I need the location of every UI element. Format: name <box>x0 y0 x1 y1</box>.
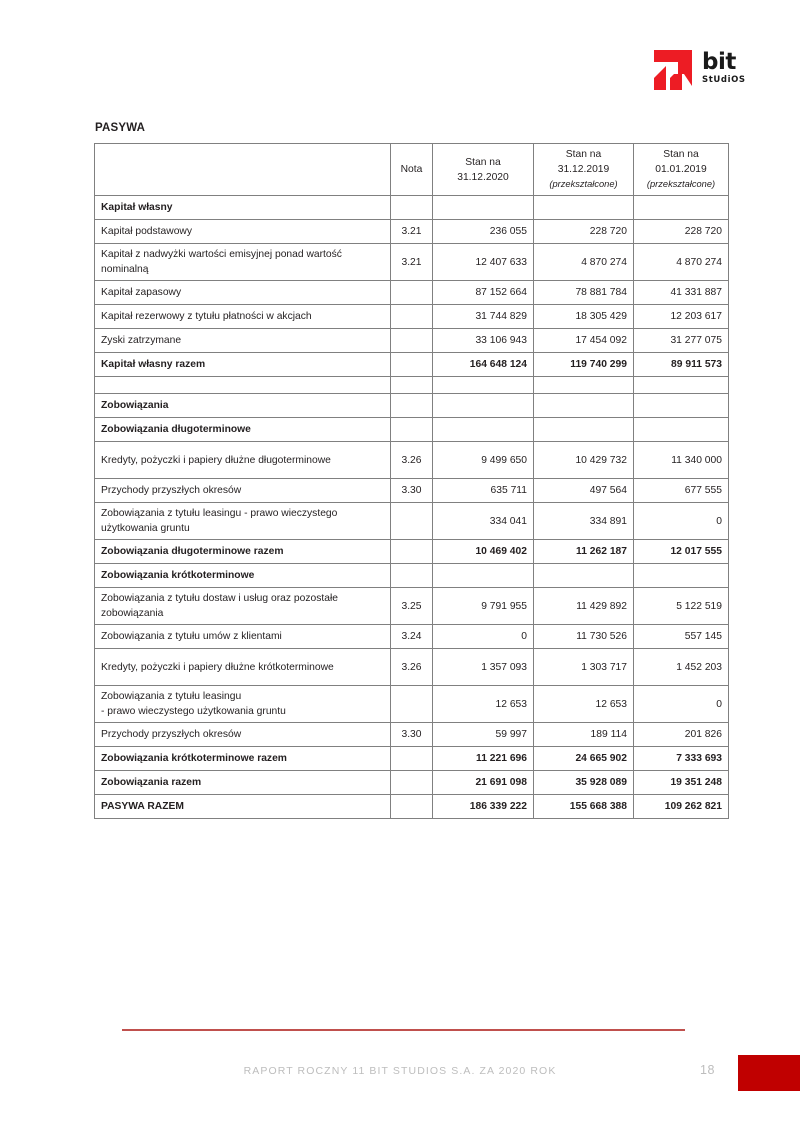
column-header-2019-dec <box>534 144 634 196</box>
table-row <box>95 564 729 588</box>
row-value-2020: 1 357 093 <box>433 649 534 686</box>
row-value-2019-jan <box>634 394 729 418</box>
row-value-2019-dec: 11 429 892 <box>534 588 634 625</box>
row-nota <box>391 281 433 305</box>
table-row <box>95 771 729 795</box>
row-label: Kredyty, pożyczki i papiery dłużne długoterminowe <box>95 442 391 479</box>
row-value-2019-jan <box>634 377 729 394</box>
row-value-2020: 11 221 696 <box>433 747 534 771</box>
eleven-bit-mark-icon <box>652 48 698 92</box>
row-value-2019-dec: 11 730 526 <box>534 625 634 649</box>
logo-wordmark <box>702 51 748 93</box>
row-value-2019-jan: 109 262 821 <box>634 795 729 819</box>
row-value-2020: 12 653 <box>433 686 534 723</box>
row-value-2019-jan: 0 <box>634 503 729 540</box>
row-label: Kapitał z nadwyżki wartości emisyjnej ponad wartość nominalną <box>95 244 391 281</box>
table-row <box>95 503 729 540</box>
row-value-2020 <box>433 377 534 394</box>
row-value-2019-dec: 334 891 <box>534 503 634 540</box>
row-value-2020: 334 041 <box>433 503 534 540</box>
column-header-2019-jan-line1: Stan na <box>663 149 699 160</box>
row-nota <box>391 377 433 394</box>
row-nota <box>391 353 433 377</box>
row-value-2019-jan: 1 452 203 <box>634 649 729 686</box>
table-row <box>95 329 729 353</box>
row-value-2019-jan <box>634 196 729 220</box>
row-label: Zobowiązania krótkoterminowe <box>95 564 391 588</box>
row-nota <box>391 329 433 353</box>
table-row <box>95 442 729 479</box>
row-label: Zobowiązania długoterminowe razem <box>95 540 391 564</box>
row-value-2020: 164 648 124 <box>433 353 534 377</box>
row-value-2020: 635 711 <box>433 479 534 503</box>
table-row <box>95 281 729 305</box>
table-row <box>95 588 729 625</box>
row-value-2019-jan: 201 826 <box>634 723 729 747</box>
row-label: Zobowiązania z tytułu leasingu - prawo wieczystego użytkowania gruntu <box>95 503 391 540</box>
page-number: 18 <box>700 1063 715 1077</box>
table-row <box>95 625 729 649</box>
row-value-2019-dec <box>534 377 634 394</box>
table-row <box>95 747 729 771</box>
footer-red-block <box>738 1055 800 1091</box>
column-header-2019-dec-line1: Stan na <box>565 149 602 160</box>
row-nota: 3.24 <box>391 625 433 649</box>
column-header-2019-dec-line2: 31.12.2019 <box>557 164 610 175</box>
table-row <box>95 305 729 329</box>
row-value-2019-dec <box>534 196 634 220</box>
footer-report-title: RAPORT ROCZNY 11 BIT STUDIOS S.A. ZA 2020 ROK <box>243 1065 557 1077</box>
row-value-2019-jan: 11 340 000 <box>634 442 729 479</box>
row-value-2019-jan: 12 017 555 <box>634 540 729 564</box>
row-value-2019-dec: 497 564 <box>534 479 634 503</box>
row-nota <box>391 196 433 220</box>
table-body <box>95 196 729 819</box>
column-header-2020-line1: Stan na <box>465 156 501 168</box>
row-nota: 3.21 <box>391 244 433 281</box>
row-nota <box>391 795 433 819</box>
row-value-2019-dec: 155 668 388 <box>534 795 634 819</box>
row-value-2019-jan <box>634 564 729 588</box>
row-value-2019-jan: 12 203 617 <box>634 305 729 329</box>
row-nota: 3.30 <box>391 723 433 747</box>
page-title: PASYWA <box>95 122 146 134</box>
row-value-2019-jan: 5 122 519 <box>634 588 729 625</box>
column-header-2019-dec-restated: (przekształcone) <box>549 179 618 189</box>
row-label: Zobowiązania krótkoterminowe razem <box>95 747 391 771</box>
table-header <box>95 144 729 196</box>
row-label: Przychody przyszłych okresów <box>95 723 391 747</box>
row-value-2019-jan: 4 870 274 <box>634 244 729 281</box>
row-value-2019-dec: 78 881 784 <box>534 281 634 305</box>
table-row <box>95 418 729 442</box>
row-value-2019-dec <box>534 394 634 418</box>
row-value-2019-dec: 119 740 299 <box>534 353 634 377</box>
row-label: PASYWA RAZEM <box>95 795 391 819</box>
logo-sub-text: StUdiOS <box>702 75 746 85</box>
row-value-2019-dec: 10 429 732 <box>534 442 634 479</box>
row-label: Kapitał rezerwowy z tytułu płatności w akcjach <box>95 305 391 329</box>
row-label: Zyski zatrzymane <box>95 329 391 353</box>
row-value-2019-jan: 19 351 248 <box>634 771 729 795</box>
row-value-2019-dec: 189 114 <box>534 723 634 747</box>
row-nota <box>391 564 433 588</box>
table-row <box>95 479 729 503</box>
row-value-2020: 186 339 222 <box>433 795 534 819</box>
row-label: Kapitał własny razem <box>95 353 391 377</box>
row-value-2019-jan: 89 911 573 <box>634 353 729 377</box>
column-header-2019-jan-line2: 01.01.2019 <box>655 164 707 175</box>
column-header-2019-jan-restated: (przekształcone) <box>646 179 716 189</box>
logo-brand-text: bit <box>702 49 736 75</box>
row-value-2019-jan: 677 555 <box>634 479 729 503</box>
row-value-2019-jan: 228 720 <box>634 220 729 244</box>
column-header-nota: Nota <box>391 144 433 196</box>
table-row <box>95 353 729 377</box>
row-value-2020: 59 997 <box>433 723 534 747</box>
table-row <box>95 686 729 723</box>
row-value-2019-jan: 31 277 075 <box>634 329 729 353</box>
balance-sheet-table <box>94 143 729 819</box>
row-label: Zobowiązania z tytułu leasingu - prawo wieczystego użytkowania gruntu <box>95 686 391 723</box>
table-row <box>95 540 729 564</box>
row-nota <box>391 305 433 329</box>
row-nota <box>391 540 433 564</box>
column-header-2019-jan <box>634 144 729 196</box>
column-header-label <box>95 144 391 196</box>
row-label: Zobowiązania z tytułu dostaw i usług oraz pozostałe zobowiązania <box>95 588 391 625</box>
row-label: Zobowiązania <box>95 394 391 418</box>
table-header-row <box>95 144 729 196</box>
footer-divider <box>122 1029 685 1031</box>
row-value-2020 <box>433 394 534 418</box>
row-value-2019-dec: 18 305 429 <box>534 305 634 329</box>
row-nota <box>391 747 433 771</box>
row-value-2020 <box>433 418 534 442</box>
row-nota <box>391 503 433 540</box>
row-value-2019-jan: 41 331 887 <box>634 281 729 305</box>
row-nota: 3.30 <box>391 479 433 503</box>
column-header-2020-line2: 31.12.2020 <box>457 171 509 183</box>
row-value-2020: 9 791 955 <box>433 588 534 625</box>
row-value-2019-dec: 24 665 902 <box>534 747 634 771</box>
row-value-2020 <box>433 564 534 588</box>
table-row <box>95 795 729 819</box>
table-row <box>95 649 729 686</box>
row-nota <box>391 686 433 723</box>
row-value-2020: 12 407 633 <box>433 244 534 281</box>
table-row <box>95 394 729 418</box>
table-row <box>95 244 729 281</box>
row-value-2019-dec <box>534 564 634 588</box>
row-nota <box>391 771 433 795</box>
column-header-2020 <box>433 144 534 196</box>
row-nota <box>391 394 433 418</box>
row-value-2020 <box>433 196 534 220</box>
row-value-2019-dec <box>534 418 634 442</box>
row-label: Kapitał podstawowy <box>95 220 391 244</box>
row-label: Przychody przyszłych okresów <box>95 479 391 503</box>
row-value-2019-jan <box>634 418 729 442</box>
table-row <box>95 377 729 394</box>
row-value-2020: 33 106 943 <box>433 329 534 353</box>
row-nota: 3.26 <box>391 649 433 686</box>
row-label: Zobowiązania długoterminowe <box>95 418 391 442</box>
row-value-2019-dec: 4 870 274 <box>534 244 634 281</box>
row-value-2020: 10 469 402 <box>433 540 534 564</box>
row-nota <box>391 418 433 442</box>
balance-sheet-table-wrapper <box>94 143 728 819</box>
row-label: Zobowiązania z tytułu umów z klientami <box>95 625 391 649</box>
row-value-2019-jan: 7 333 693 <box>634 747 729 771</box>
row-value-2020: 87 152 664 <box>433 281 534 305</box>
row-value-2019-dec: 12 653 <box>534 686 634 723</box>
row-label: Kapitał zapasowy <box>95 281 391 305</box>
row-label: Zobowiązania razem <box>95 771 391 795</box>
row-value-2019-dec: 11 262 187 <box>534 540 634 564</box>
row-value-2019-dec: 35 928 089 <box>534 771 634 795</box>
company-logo <box>652 48 748 96</box>
row-value-2019-dec: 1 303 717 <box>534 649 634 686</box>
row-nota: 3.26 <box>391 442 433 479</box>
table-row <box>95 196 729 220</box>
row-value-2020: 0 <box>433 625 534 649</box>
row-value-2019-jan: 0 <box>634 686 729 723</box>
row-value-2019-dec: 228 720 <box>534 220 634 244</box>
row-nota: 3.21 <box>391 220 433 244</box>
row-value-2020: 31 744 829 <box>433 305 534 329</box>
row-label: Kapitał własny <box>95 196 391 220</box>
row-label <box>95 377 391 394</box>
row-nota: 3.25 <box>391 588 433 625</box>
table-row <box>95 220 729 244</box>
row-value-2019-dec: 17 454 092 <box>534 329 634 353</box>
row-value-2020: 21 691 098 <box>433 771 534 795</box>
row-value-2019-jan: 557 145 <box>634 625 729 649</box>
table-row <box>95 723 729 747</box>
row-value-2020: 9 499 650 <box>433 442 534 479</box>
row-value-2020: 236 055 <box>433 220 534 244</box>
row-label: Kredyty, pożyczki i papiery dłużne krótkoterminowe <box>95 649 391 686</box>
